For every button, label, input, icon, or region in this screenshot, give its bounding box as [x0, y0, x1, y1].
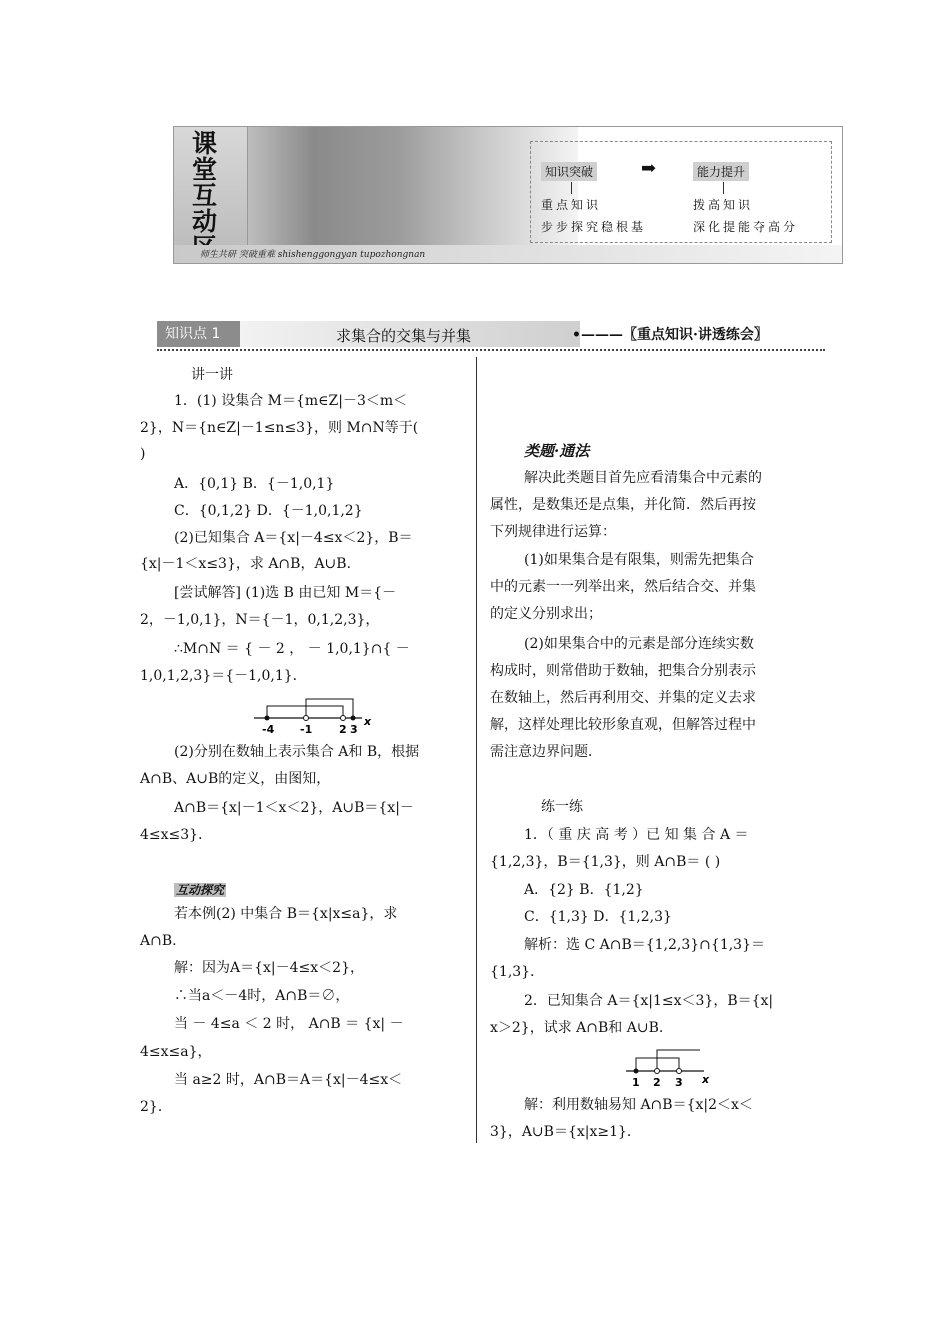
- right-line: 属性，是数集还是点集，并化简．然后再按: [490, 497, 756, 513]
- left-line: ∴M∩N ＝ { － 2 ， － 1,0,1}∩{ －: [174, 641, 410, 657]
- left-line: 2}．: [140, 1099, 172, 1115]
- interactive-explore-label: 互动探究: [176, 883, 225, 897]
- section-subtitle: •———〖重点知识·讲透练会〗: [572, 327, 768, 343]
- right-line: {1,3}．: [490, 964, 545, 980]
- section-tag: 知识点 1: [157, 321, 240, 347]
- flow-connector: [571, 182, 572, 194]
- flow-connector: [723, 182, 724, 194]
- left-line: (2)已知集合 A＝{x|－4≤x＜2}，B＝: [174, 530, 413, 546]
- flow-box: [530, 141, 832, 243]
- arrow-icon: ➡: [641, 158, 657, 179]
- left-line: A∩B.: [140, 933, 177, 949]
- flow-left-line1: 重点知识: [541, 198, 602, 212]
- point-3: [677, 1069, 682, 1074]
- right-line: C．{1,3} D．{1,2,3}: [524, 909, 672, 925]
- banner-title: 课堂互动: [192, 129, 218, 236]
- left-line: 1．(1) 设集合 M＝{m∈Z|－3＜m＜: [174, 393, 408, 409]
- right-line: 解：利用数轴易知 A∩B＝{x|2＜x＜: [524, 1097, 753, 1113]
- left-line: ∴当a＜－4时，A∩B＝∅，: [174, 988, 350, 1004]
- left-line: [尝试解答] (1)选 B 由已知 M＝{－: [174, 585, 397, 601]
- interval-b: [306, 699, 353, 718]
- point-minus4: [265, 716, 270, 721]
- left-line: 1,0,1,2,3}＝{－1,0,1}．: [140, 668, 307, 684]
- left-line: 若本例(2) 中集合 B＝{x|x≤a}，求: [174, 906, 398, 922]
- right-line: (2)如果集合中的元素是部分连续实数: [524, 636, 754, 652]
- left-line: C．{0,1,2} D．{－1,0,1,2}: [174, 503, 363, 519]
- right-line: 中的元素一一列举出来，然后结合交、并集: [490, 579, 756, 595]
- tick-label: 2: [653, 1076, 661, 1089]
- tick-label: 3: [675, 1076, 683, 1089]
- left-line: ): [140, 446, 146, 462]
- right-line: 1．（ 重 庆 高 考 ）已 知 集 合 A ＝: [524, 827, 749, 843]
- section-divider: [157, 349, 825, 351]
- interactive-explore-label-wrap: [174, 879, 226, 898]
- banner: [173, 126, 843, 264]
- tag-ability: 能力提升: [693, 162, 749, 181]
- left-line: 解：因为A＝{x|－4≤x＜2}，: [174, 960, 364, 976]
- banner-footer-text: 师生共研 突破重难 shishenggongyan tupozhongnan: [200, 250, 426, 260]
- point-minus1: [304, 716, 309, 721]
- right-line: x＞2}，试求 A∩B和 A∪B.: [490, 1020, 664, 1036]
- number-line-1: [250, 695, 370, 737]
- right-line: 的定义分别求出；: [490, 606, 602, 622]
- right-line: A．{2} B．{1,2}: [524, 882, 644, 898]
- tick-label: 1: [632, 1076, 640, 1089]
- tick-label: -1: [300, 723, 313, 736]
- right-line: 解决此类题目首先应看清集合中元素的: [524, 470, 762, 486]
- point-2: [655, 1069, 660, 1074]
- number-line-2: [622, 1045, 712, 1089]
- left-line: A∩B＝{x|－1＜x＜2}，A∪B＝{x|－: [174, 800, 414, 816]
- practice-heading: 练一练: [541, 799, 583, 815]
- right-line: 2．已知集合 A＝{x|1≤x＜3}，B＝{x|: [524, 993, 774, 1009]
- left-line: A∩B、A∪B的定义，由图知，: [140, 771, 331, 787]
- banner-photo: [248, 127, 578, 245]
- left-line: 讲一讲: [191, 367, 233, 383]
- left-line: 4≤x≤3}．: [140, 827, 213, 843]
- tick-label: 2: [339, 723, 347, 736]
- flow-right-line1: 拨高知识: [693, 198, 754, 212]
- point-2: [341, 716, 346, 721]
- banner-title-panel: [174, 127, 248, 245]
- tag-knowledge: 知识突破: [541, 162, 597, 181]
- flow-right-line2: 深化提能夺高分: [693, 220, 799, 234]
- column-divider: [476, 357, 477, 1143]
- tick-label: 3: [350, 723, 358, 736]
- right-line: 3}，A∪B＝{x|x≥1}．: [490, 1124, 641, 1140]
- flow-left-line2: 步步探究稳根基: [541, 220, 647, 234]
- section-title: 求集合的交集与并集: [336, 327, 472, 345]
- point-1: [634, 1069, 639, 1074]
- right-line: 解，这样处理比较形象直观，但解答过程中: [490, 717, 756, 733]
- left-line: 当 － 4≤a ＜ 2 时， A∩B ＝ {x| －: [174, 1016, 404, 1032]
- left-line: A．{0,1} B．{－1,0,1}: [174, 476, 335, 492]
- right-line: {1,2,3}，B＝{1,3}，则 A∩B＝ ( ): [490, 854, 721, 870]
- point-3: [351, 716, 356, 721]
- left-line: (2)分别在数轴上表示集合 A和 B，根据: [174, 744, 420, 760]
- axis-label: x: [702, 1073, 710, 1086]
- tick-label: -4: [262, 723, 275, 736]
- right-line: 在数轴上，然后再利用交、并集的定义去求: [490, 690, 756, 706]
- right-line: (1)如果集合是有限集，则需先把集合: [524, 552, 754, 568]
- left-line: 4≤x≤a}，: [140, 1044, 212, 1060]
- right-line: 下列规律进行运算：: [490, 524, 616, 540]
- left-line: 当 a≥2 时，A∩B＝A＝{x|－4≤x＜: [174, 1072, 403, 1088]
- axis-label: x: [364, 715, 372, 728]
- right-line: 构成时，则常借助于数轴，把集合分别表示: [490, 663, 756, 679]
- right-line: 需注意边界问题．: [490, 744, 602, 760]
- method-heading: 类题·通法: [524, 442, 590, 460]
- right-line: 解析：选 C A∩B＝{1,2,3}∩{1,3}＝: [524, 937, 765, 953]
- left-line: 2，－1,0,1}，N＝{－1，0,1,2,3}，: [140, 612, 380, 628]
- left-line: 2}，N＝{n∈Z|－1≤n≤3}，则 M∩N等于(: [140, 420, 419, 436]
- left-line: {x|－1＜x≤3}，求 A∩B，A∪B.: [140, 556, 352, 572]
